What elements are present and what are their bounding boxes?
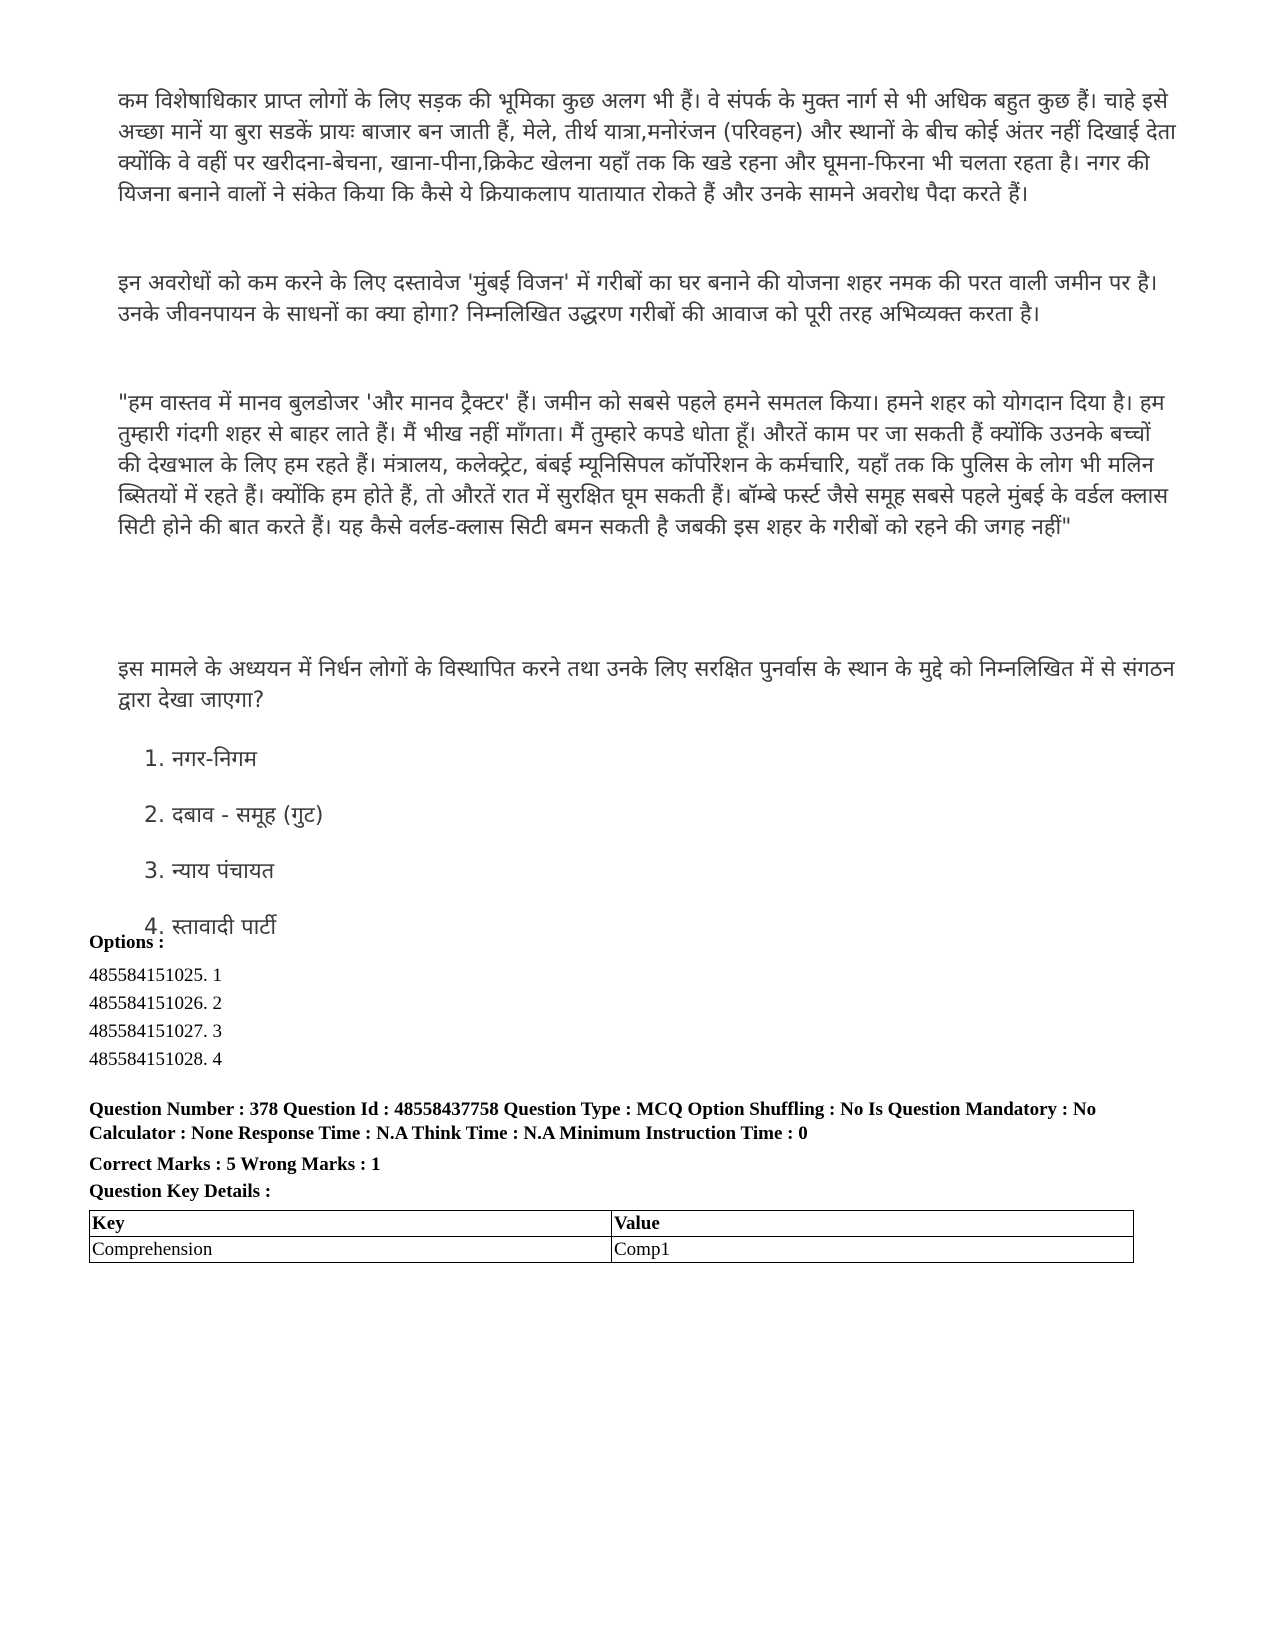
marks-line: Correct Marks : 5 Wrong Marks : 1 bbox=[89, 1154, 381, 1175]
options-list bbox=[89, 962, 1189, 1074]
options-heading: Options : bbox=[89, 932, 165, 953]
option-item: 485584151028. 4 bbox=[89, 1049, 222, 1070]
passage-paragraph-2: इन अवरोधों को कम करने के लिए दस्तावेज 'मुंबई विजन' में गरीबों का घर बनाने की योजना शहर नमक की परत वाली जमीन पर है। उनके जीवनपायन के साधनों का क्या होगा? निम्नलिखित उद्धरण गरीबों की आवाज को पूरी तरह अभिव्यक्त करता है। bbox=[118, 271, 1158, 327]
choice-3: 3. न्याय पंचायत bbox=[144, 859, 275, 884]
question-metadata: Question Number : 378 Question Id : 48558437758 Question Type : MCQ Option Shuffling : No Is Question Mandatory : No Calculator : None Response Time : N.A Think Time : N.A Minimum Instruction Time : 0 bbox=[89, 1099, 1097, 1144]
passage-paragraph-1: कम विशेषाधिकार प्राप्त लोगों के लिए सड़क की भूमिका कुछ अलग भी हैं। वे संपर्क के मुक्त नार्ग से भी अधिक बहुत कुछ हैं। चाहे इसे अच्छा मानें या बुरा सडकें प्रायः बाजार बन जाती हैं, मेले, तीर्थ यात्रा,मनोरंजन (परिवहन) और स्थानों के बीच कोई अंतर नहीं दिखाई देता क्योंकि वे वहीं पर खरीदना-बेचना, खाना-पीना,क्रिकेट खेलना यहाँ तक कि खडे रहना और घूमना-फिरना भी चलता रहता है। नगर की यिजना बनाने वालों ने संकेत किया कि कैसे ये क्रियाकलाप यातायात रोकते हैं और उनके सामने अवरोध पैदा करते हैं। bbox=[118, 89, 1176, 207]
option-item: 485584151026. 2 bbox=[89, 993, 222, 1014]
table-row bbox=[90, 1237, 1134, 1263]
key-details-table bbox=[89, 1210, 1134, 1263]
choice-4: 4. स्तावादी पार्टी bbox=[144, 915, 277, 940]
key-details-heading: Question Key Details : bbox=[89, 1181, 272, 1202]
column-header-key: Key bbox=[90, 1211, 612, 1237]
option-item: 485584151027. 3 bbox=[89, 1021, 222, 1042]
key-cell: Comprehension bbox=[90, 1237, 612, 1263]
passage-paragraph-3-quote: "हम वास्तव में मानव बुलडोजर 'और मानव ट्रैक्टर' हैं। जमीन को सबसे पहले हमने समतल किया। हमने शहर को योगदान दिया है। हम तुम्हारी गंदगी शहर से बाहर लाते हैं। मैं भीख नहीं माँगता। मैं तुम्हारे कपडे धोता हूँ। औरतें काम पर जा सकती हैं क्योंकि उउनके बच्चों की देखभाल के लिए हम रहते हैं। मंत्रालय, कलेक्ट्रेट, बंबई म्यूनिसिपल कॉर्पोरेशन के कर्मचारि, यहाँ तक कि पुलिस के लोग भी मलिन ब्सितयों में रहते हैं। क्योंकि हम होते हैं, तो औरतें रात में सुरक्षित घूम सकती हैं। बॉम्बे फर्स्ट जैसे समूह सबसे पहले मुंबई के वर्डल क्लास सिटी होने की बात करते हैं। यह कैसे वर्लड-क्लास सिटी बमन सकती है जबकी इस शहर के गरीबों को रहने की जगह नहीं" bbox=[118, 391, 1169, 540]
option-item: 485584151025. 1 bbox=[89, 965, 222, 986]
value-cell: Comp1 bbox=[612, 1237, 1134, 1263]
column-header-value: Value bbox=[612, 1211, 1134, 1237]
choice-2: 2. दबाव - समूह (गुट) bbox=[144, 803, 324, 828]
question-text: इस मामले के अध्ययन में निर्धन लोगों के विस्थापित करने तथा उनके लिए सरक्षित पुनर्वास के स्थान के मुद्दे को निम्नलिखित में से संगठन द्वारा देखा जाएगा? bbox=[118, 657, 1175, 713]
choice-1: 1. नगर-निगम bbox=[144, 747, 257, 772]
table-header-row bbox=[90, 1211, 1134, 1237]
